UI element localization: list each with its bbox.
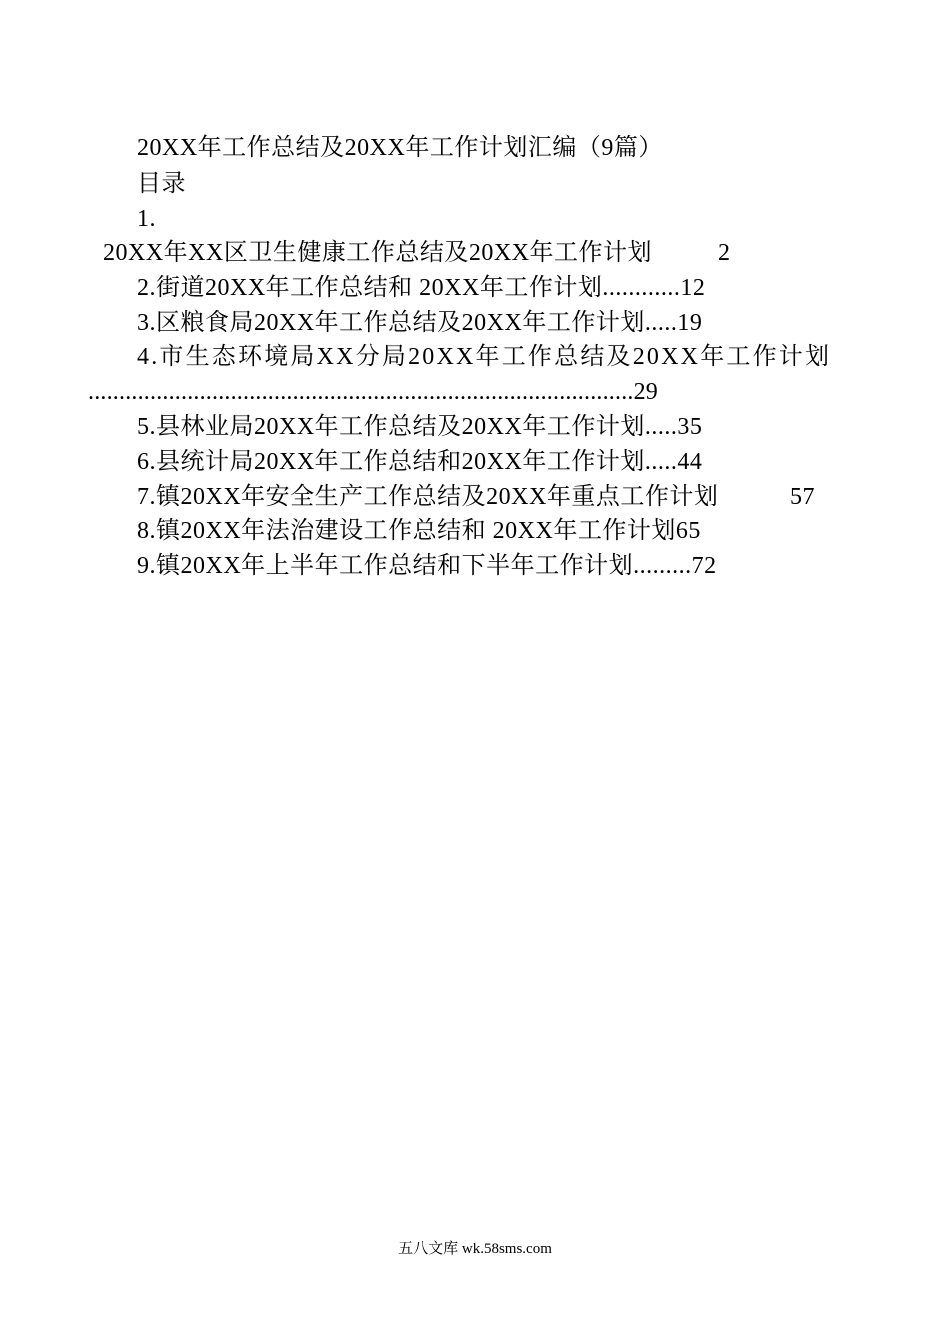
toc-entry-2: 2.街道20XX年工作总结和 20XX年工作计划............12 xyxy=(137,275,706,301)
toc-entry-1-text: 20XX年XX区卫生健康工作总结及20XX年工作计划 xyxy=(103,240,652,266)
toc-entry-9: 9.镇20XX年上半年工作总结和下半年工作计划.........72 xyxy=(137,553,717,579)
toc-entry-4-leader: ........................................................................................29 xyxy=(88,379,658,405)
toc-entry-3: 3.区粮食局20XX年工作总结及20XX年工作计划.....19 xyxy=(137,310,703,336)
toc-entry-8: 8.镇20XX年法治建设工作总结和 20XX年工作计划65 xyxy=(137,518,701,544)
toc-entry-6: 6.县统计局20XX年工作总结和20XX年工作计划.....44 xyxy=(137,449,703,475)
toc-entry-1-page: 2 xyxy=(718,240,731,266)
toc-entry-7: 7.镇20XX年安全生产工作总结及20XX年重点工作计划 xyxy=(137,484,719,510)
toc-entry-7-page: 57 xyxy=(790,484,815,510)
toc-heading: 目录 xyxy=(137,171,186,197)
toc-entry-4: 4.市生态环境局XX分局20XX年工作总结及20XX年工作计划 xyxy=(137,344,832,370)
toc-entry-1-number: 1. xyxy=(137,206,156,232)
document-title: 20XX年工作总结及20XX年工作计划汇编（9篇） xyxy=(137,135,663,161)
toc-entry-5: 5.县林业局20XX年工作总结及20XX年工作计划.....35 xyxy=(137,414,703,440)
page-footer: 五八文库 wk.58sms.com xyxy=(398,1241,552,1257)
